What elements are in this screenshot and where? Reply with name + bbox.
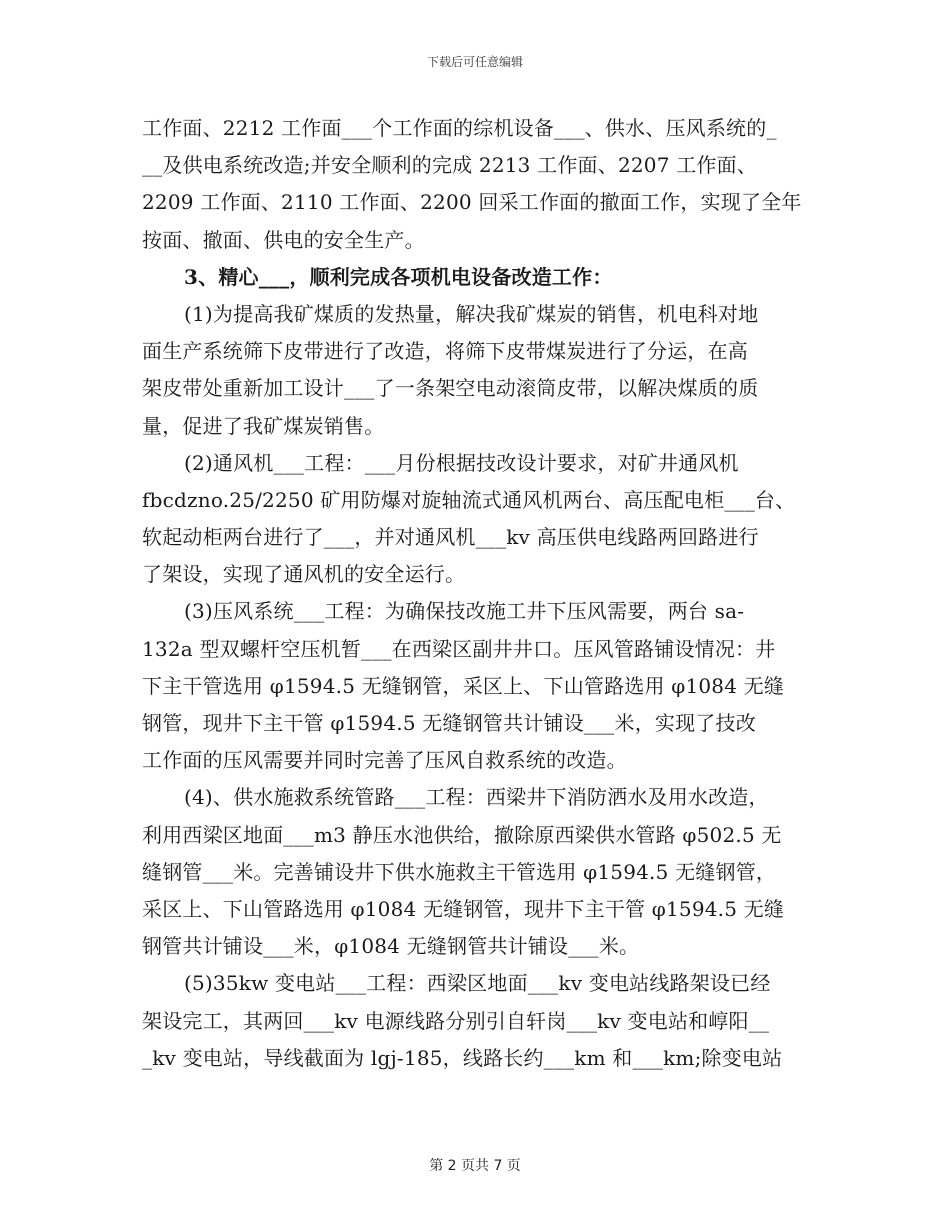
text-line: (4)、供水施救系统管路___工程：西梁井下消防洒水及用水改造， — [184, 785, 769, 810]
text-line: (3)压风系统___工程：为确保技改施工井下压风需要，两台 sa- — [184, 599, 745, 624]
document-body — [142, 110, 810, 1077]
text-line: 面生产系统筛下皮带进行了改造，将筛下皮带煤炭进行了分运，在高 — [142, 339, 748, 364]
text-line: 架皮带处重新加工设计___了一条架空电动滚筒皮带，以解决煤质的质 — [142, 376, 759, 401]
text-line: 工作面的压风需要并同时完善了压风自救系统的改造。 — [142, 748, 627, 773]
text-line: 采区上、下山管路选用 φ1084 无缝钢管，现井下主干管 φ1594.5 无缝 — [142, 896, 785, 921]
text-line: 132a 型双螺杆空压机暂___在西梁区副井井口。压风管路铺设情况：井 — [142, 636, 776, 661]
text-line: _kv 变电站，导线截面为 lgj-185，线路长约___km 和___km;除变电站 — [142, 1045, 783, 1070]
text-line: 工作面、2212 工作面___个工作面的综机设备___、供水、压风系统的_ — [142, 116, 777, 140]
text-line: 利用西梁区地面___m3 静压水池供给，撤除原西梁供水管路 φ502.5 无 — [142, 822, 782, 847]
text-line: (5)35kw 变电站___工程：西梁区地面___kv 变电站线路架设已经 — [184, 971, 771, 996]
section-heading: 3、精心___，顺利完成各项机电设备改造工作： — [184, 264, 613, 289]
text-line: 软起动柜两台进行了___，并对通风机___kv 高压供电线路两回路进行 — [142, 525, 759, 550]
text-line: __及供电系统改造;并安全顺利的完成 2213 工作面、2207 工作面、 — [142, 153, 758, 178]
text-line: 量，促进了我矿煤炭销售。 — [142, 413, 385, 438]
text-line: 缝钢管___米。完善铺设井下供水施救主干管选用 φ1594.5 无缝钢管， — [142, 859, 777, 884]
page-header: 下载后可任意编辑 — [426, 55, 523, 69]
text-line: 了架设，实现了通风机的安全运行。 — [142, 562, 466, 587]
text-line: 按面、撤面、供电的安全生产。 — [142, 227, 425, 252]
page-footer: 第 2 页共 7 页 — [429, 1158, 521, 1174]
text-line: 钢管共计铺设___米，φ1084 无缝钢管共计铺设___米。 — [142, 934, 640, 959]
text-line: (2)通风机___工程：___月份根据技改设计要求，对矿井通风机 — [184, 450, 739, 475]
text-line: (1)为提高我矿煤质的发热量，解决我矿煤炭的销售，机电科对地 — [184, 301, 759, 326]
text-line: fbcdzno.25/2250 矿用防爆对旋轴流式通风机两台、高压配电柜___台、 — [142, 487, 796, 512]
text-line: 钢管，现井下主干管 φ1594.5 无缝钢管共计铺设___米，实现了技改 — [142, 711, 756, 735]
text-line: 2209 工作面、2110 工作面、2200 回采工作面的撤面工作，实现了全年 — [142, 190, 802, 215]
text-line: 下主干管选用 φ1594.5 无缝钢管，采区上、下山管路选用 φ1084 无缝 — [142, 673, 785, 698]
text-line: 架设完工，其两回___kv 电源线路分别引自轩岗___kv 变电站和崞阳__ — [142, 1008, 770, 1033]
